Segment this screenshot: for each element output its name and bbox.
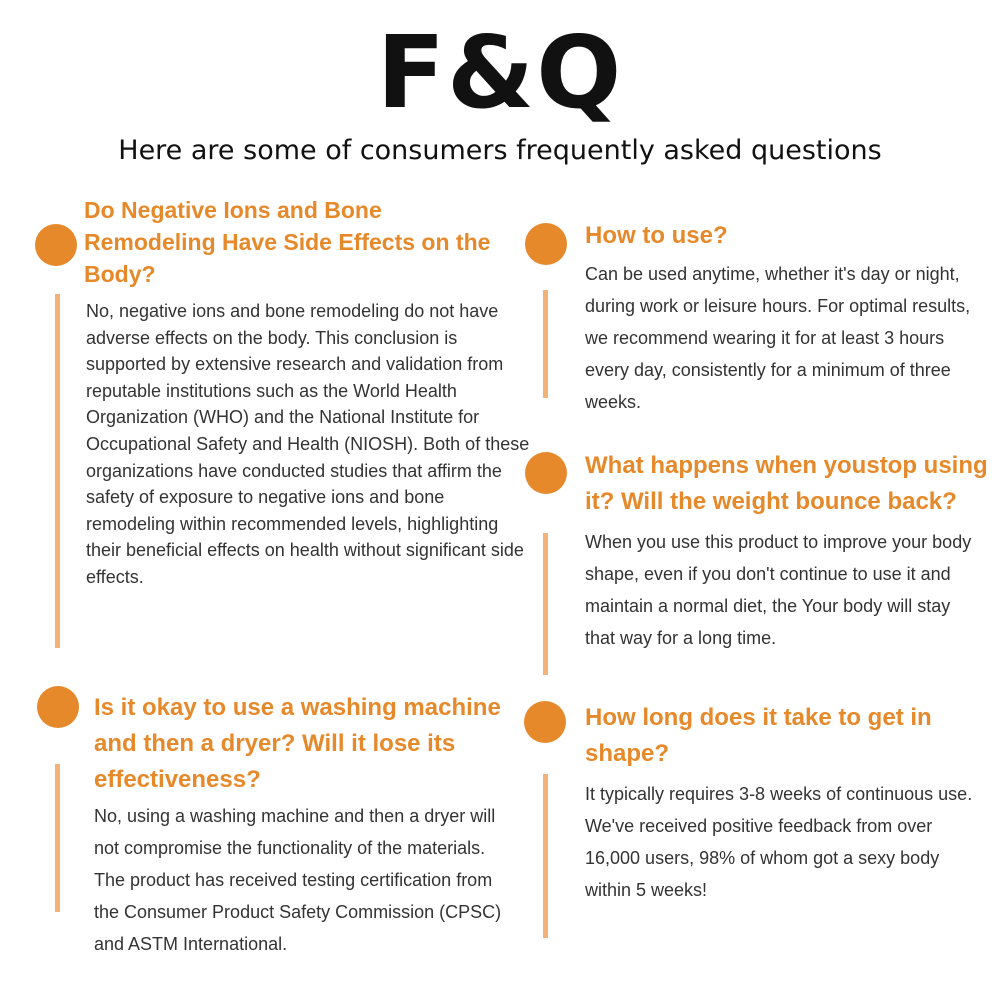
page-title: F&Q bbox=[376, 14, 624, 131]
page-subtitle: Here are some of consumers frequently asked questions bbox=[118, 135, 882, 166]
faq-answer: No, negative ions and bone remodeling do not have adverse effects on the body. This conclusion is supported by extensive research and validation from reputable institutions such as the World Health Organization (WHO) and the National Institute for Occupational Safety and Health (NIOSH). Both of these organizations have conducted studies that affirm the safety of exposure to negative ions and bone remodeling within recommended levels, highlighting their beneficial effects on health without significant side effects. bbox=[86, 301, 530, 587]
faq-question: How to use? bbox=[585, 222, 728, 249]
faq-answer: Can be used anytime, whether it's day or night, during work or leisure hours. For optimal results, we recommend wearing it for at least 3 hours every day, consistently for a minimum of three weeks. bbox=[585, 264, 971, 412]
faq-answer: When you use this product to improve your body shape, even if you don't continue to use it and maintain a normal diet, the Your body will stay that way for a long time. bbox=[585, 532, 972, 648]
accent-line bbox=[543, 533, 548, 675]
accent-line bbox=[55, 764, 60, 912]
bullet-dot-icon bbox=[35, 224, 77, 266]
accent-line bbox=[55, 294, 60, 648]
faq-question: Is it okay to use a washing machine and then a dryer? Will it lose its effectiveness? bbox=[94, 694, 501, 793]
faq-question: How long does it take to get in shape? bbox=[585, 704, 932, 767]
accent-line bbox=[543, 290, 548, 398]
faq-question: What happens when youstop using it? Will the weight bounce back? bbox=[585, 452, 988, 515]
bullet-dot-icon bbox=[37, 686, 79, 728]
bullet-dot-icon bbox=[524, 701, 566, 743]
bullet-dot-icon bbox=[525, 452, 567, 494]
faq-question: Do Negative Ions and Bone Remodeling Have Side Effects on the Body? bbox=[84, 197, 491, 287]
faq-answer: It typically requires 3-8 weeks of continuous use. We've received positive feedback from over 16,000 users, 98% of whom got a sexy body within 5 weeks! bbox=[585, 784, 973, 900]
faq-answer: No, using a washing machine and then a dryer will not compromise the functionality of the materials. The product has received testing certification from the Consumer Product Safety Commission (CPSC) and ASTM International. bbox=[94, 806, 502, 954]
bullet-dot-icon bbox=[525, 223, 567, 265]
accent-line bbox=[543, 774, 548, 938]
